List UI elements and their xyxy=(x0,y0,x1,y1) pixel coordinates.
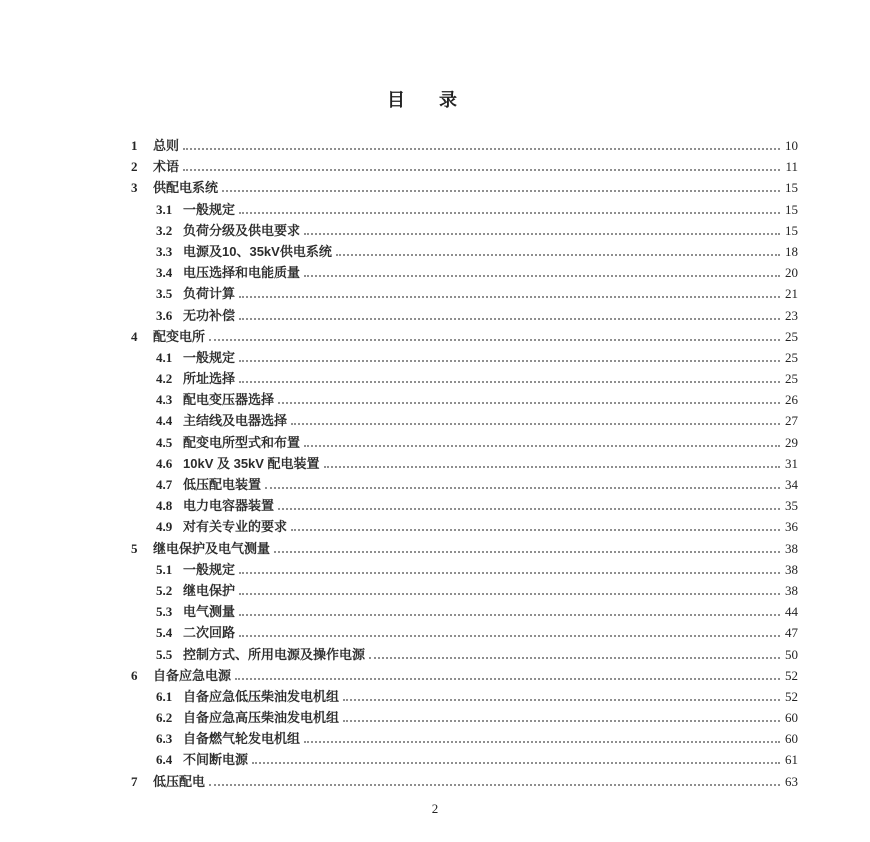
toc-entry-number: 4.2 xyxy=(156,371,173,387)
toc-entry xyxy=(131,368,798,389)
toc-list xyxy=(0,135,870,792)
toc-entry-page: 35 xyxy=(785,498,798,514)
toc-entry xyxy=(131,199,798,220)
toc-entry-title: 配变电所型式和布置 xyxy=(183,434,301,450)
toc-entry-page: 27 xyxy=(785,413,798,429)
toc-entry-title: 对有关专业的要求 xyxy=(183,519,288,535)
toc-entry-page: 47 xyxy=(785,625,798,641)
toc-entry xyxy=(131,516,798,537)
toc-entry xyxy=(131,241,798,262)
dotted-leader xyxy=(239,211,780,214)
toc-entry-number: 4.8 xyxy=(156,498,173,514)
toc-title-char-2: 录 xyxy=(439,90,457,110)
dotted-leader xyxy=(369,656,780,659)
toc-entry-page: 34 xyxy=(785,477,798,492)
toc-entry-page: 29 xyxy=(785,434,798,450)
toc-entry-number: 3.4 xyxy=(156,265,173,281)
toc-entry xyxy=(131,559,798,580)
toc-entry-title: 自备应急电源 xyxy=(153,667,232,683)
toc-entry-number: 4.5 xyxy=(156,434,173,450)
toc-entry-number: 5.3 xyxy=(156,604,173,620)
toc-entry-page: 21 xyxy=(785,286,798,302)
toc-entry xyxy=(131,707,798,728)
toc-entry-page: 52 xyxy=(785,667,798,683)
toc-entry-page: 50 xyxy=(785,646,798,662)
dotted-leader xyxy=(278,507,780,510)
toc-entry-page: 15 xyxy=(785,201,798,217)
toc-entry-title: 电源及10、35kV供电系统 xyxy=(183,243,332,259)
dotted-leader xyxy=(304,740,780,743)
toc-entry-page: 31 xyxy=(785,455,798,471)
toc-entry xyxy=(131,495,798,516)
dotted-leader xyxy=(239,613,780,616)
toc-entry-page: 20 xyxy=(785,265,798,281)
toc-entry-page: 60 xyxy=(785,710,798,726)
toc-entry-page: 15 xyxy=(785,180,798,196)
toc-entry xyxy=(131,644,798,665)
toc-entry-page: 25 xyxy=(785,371,798,387)
toc-entry-number: 5.1 xyxy=(156,561,173,577)
toc-entry-title: 电力电容器装置 xyxy=(183,498,275,514)
toc-entry-title: 自备燃气轮发电机组 xyxy=(183,731,301,747)
toc-entry-page: 63 xyxy=(785,773,798,789)
dotted-leader xyxy=(324,465,780,468)
toc-entry xyxy=(131,622,798,643)
toc-title-char-1: 目 xyxy=(387,90,405,110)
dotted-leader xyxy=(239,592,780,595)
dotted-leader xyxy=(209,783,780,786)
dotted-leader xyxy=(235,677,780,680)
dotted-leader xyxy=(222,189,780,192)
toc-entry-page: 25 xyxy=(785,349,798,365)
toc-entry xyxy=(131,538,798,559)
toc-entry-title: 继电保护及电气测量 xyxy=(153,540,271,556)
toc-entry-title: 二次回路 xyxy=(183,625,236,641)
toc-entry-page: 36 xyxy=(785,519,798,535)
footer-page-number: 2 xyxy=(431,801,439,816)
toc-entry-page: 18 xyxy=(785,243,798,259)
toc-entry xyxy=(131,305,798,326)
toc-entry xyxy=(131,580,798,601)
toc-entry xyxy=(131,410,798,431)
toc-entry-title: 一般规定 xyxy=(183,349,236,365)
toc-entry-number: 4.4 xyxy=(156,413,173,429)
dotted-leader xyxy=(239,634,780,637)
toc-entry-page: 60 xyxy=(785,731,798,747)
toc-entry-number: 7 xyxy=(131,773,138,789)
toc-entry-title: 无功补偿 xyxy=(183,307,236,323)
toc-entry-page: 26 xyxy=(785,392,798,408)
toc-entry-number: 4.6 xyxy=(156,455,173,471)
toc-entry-title: 主结线及电器选择 xyxy=(183,413,288,429)
dotted-leader xyxy=(274,550,780,553)
dotted-leader xyxy=(304,274,780,277)
toc-entry-title: 自备应急高压柴油发电机组 xyxy=(183,710,340,726)
toc-entry-page: 11 xyxy=(785,159,798,175)
toc-entry-page: 38 xyxy=(785,540,798,556)
toc-entry-page: 23 xyxy=(785,307,798,323)
toc-entry-number: 6.3 xyxy=(156,731,173,747)
toc-entry-number: 3.1 xyxy=(156,201,173,217)
dotted-leader xyxy=(304,444,780,447)
toc-entry-number: 4.3 xyxy=(156,392,173,408)
dotted-leader xyxy=(239,317,780,320)
toc-entry xyxy=(131,262,798,283)
toc-entry-number: 4.7 xyxy=(156,477,173,492)
toc-entry-title: 低压配电 xyxy=(153,773,206,789)
toc-entry-title: 配电变压器选择 xyxy=(183,392,275,408)
toc-entry-page: 10 xyxy=(785,138,798,153)
dotted-leader xyxy=(291,528,780,531)
dotted-leader xyxy=(239,295,780,298)
toc-entry-number: 4 xyxy=(131,328,138,344)
toc-entry-number: 6.2 xyxy=(156,710,173,726)
toc-entry-number: 6 xyxy=(131,667,138,683)
toc-entry-title: 10kV 及 35kV 配电装置 xyxy=(183,455,320,471)
toc-entry xyxy=(131,474,798,495)
toc-entry xyxy=(131,220,798,241)
toc-entry-title: 低压配电装置 xyxy=(183,477,262,492)
toc-entry xyxy=(131,686,798,707)
toc-entry-title: 供配电系统 xyxy=(153,180,219,196)
toc-entry-title: 继电保护 xyxy=(183,582,236,598)
toc-entry-number: 3.2 xyxy=(156,222,173,238)
toc-entry-page: 38 xyxy=(785,561,798,577)
toc-entry-number: 1 xyxy=(131,138,138,153)
toc-entry xyxy=(131,771,798,792)
toc-entry-number: 5.4 xyxy=(156,625,173,641)
toc-page-title xyxy=(0,86,844,112)
dotted-leader xyxy=(209,338,780,341)
toc-entry-title: 负荷分级及供电要求 xyxy=(183,222,301,238)
dotted-leader xyxy=(265,486,780,489)
dotted-leader xyxy=(291,422,780,425)
toc-entry-page: 44 xyxy=(785,604,798,620)
toc-entry-title: 电压选择和电能质量 xyxy=(183,265,301,281)
toc-entry-page: 61 xyxy=(785,752,798,768)
toc-entry xyxy=(131,283,798,304)
toc-entry-title: 一般规定 xyxy=(183,201,236,217)
toc-entry-number: 6.4 xyxy=(156,752,173,768)
toc-entry-title: 控制方式、所用电源及操作电源 xyxy=(183,646,366,662)
dotted-leader xyxy=(343,719,780,722)
toc-entry-title: 一般规定 xyxy=(183,561,236,577)
dotted-leader xyxy=(343,698,780,701)
toc-entry xyxy=(131,749,798,770)
dotted-leader xyxy=(183,147,780,150)
toc-entry-title: 自备应急低压柴油发电机组 xyxy=(183,688,340,704)
toc-entry xyxy=(131,177,798,198)
toc-entry-number: 6.1 xyxy=(156,688,173,704)
dotted-leader xyxy=(239,359,780,362)
toc-entry xyxy=(131,326,798,347)
toc-entry xyxy=(131,347,798,368)
toc-entry-title: 不间断电源 xyxy=(183,752,249,768)
toc-entry xyxy=(131,728,798,749)
toc-entry-title: 配变电所 xyxy=(153,328,206,344)
toc-entry-title: 所址选择 xyxy=(183,371,236,387)
toc-entry-page: 38 xyxy=(785,582,798,598)
toc-entry xyxy=(131,601,798,622)
toc-entry-number: 4.1 xyxy=(156,349,173,365)
toc-entry-number: 5.5 xyxy=(156,646,173,662)
toc-entry-number: 3.6 xyxy=(156,307,173,323)
toc-entry-title: 负荷计算 xyxy=(183,286,236,302)
toc-entry-number: 3 xyxy=(131,180,138,196)
toc-entry xyxy=(131,432,798,453)
toc-entry-page: 15 xyxy=(785,222,798,238)
toc-entry xyxy=(131,156,798,177)
toc-entry-title: 术语 xyxy=(153,159,180,175)
dotted-leader xyxy=(304,232,780,235)
toc-entry-title: 总则 xyxy=(153,138,180,153)
toc-entry xyxy=(131,389,798,410)
toc-entry xyxy=(131,135,798,156)
dotted-leader xyxy=(239,380,780,383)
dotted-leader xyxy=(252,761,780,764)
toc-entry-number: 2 xyxy=(131,159,138,175)
dotted-leader xyxy=(336,253,780,256)
toc-entry-page: 25 xyxy=(785,328,798,344)
toc-entry-number: 3.3 xyxy=(156,243,173,259)
toc-entry xyxy=(131,665,798,686)
toc-entry-page: 52 xyxy=(785,688,798,704)
toc-entry-number: 4.9 xyxy=(156,519,173,535)
toc-entry-title: 电气测量 xyxy=(183,604,236,620)
toc-entry-number: 3.5 xyxy=(156,286,173,302)
dotted-leader xyxy=(183,168,780,171)
toc-entry-number: 5.2 xyxy=(156,582,173,598)
dotted-leader xyxy=(278,401,780,404)
toc-entry xyxy=(131,453,798,474)
toc-entry-number: 5 xyxy=(131,540,138,556)
dotted-leader xyxy=(239,571,780,574)
